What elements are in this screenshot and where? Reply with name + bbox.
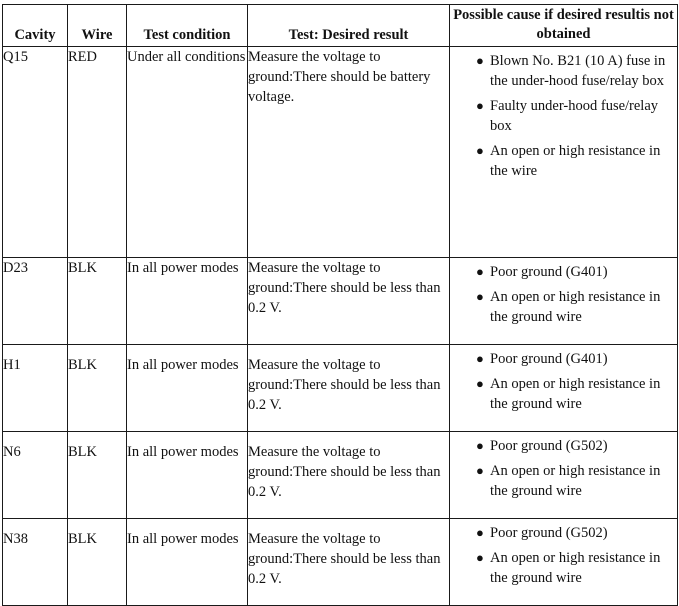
cell-result: Measure the voltage to ground:There should be less than 0.2 V. <box>248 345 450 432</box>
cell-causes <box>450 258 678 345</box>
cause-list <box>450 436 677 501</box>
bullet-icon: ● <box>476 143 484 158</box>
cell-cavity: D23 <box>3 258 68 345</box>
list-item: ● Poor ground (G401) <box>476 264 608 280</box>
cell-condition: In all power modes <box>127 258 248 345</box>
header-row <box>3 5 678 47</box>
list-item: ● An open or high resistance in the ground wire <box>476 289 661 325</box>
header-cavity: Cavity <box>3 5 68 47</box>
header-wire: Wire <box>68 5 127 47</box>
bullet-icon: ● <box>476 98 484 113</box>
list-item: ● Blown No. B21 (10 A) fuse in the under-hood fuse/relay box <box>476 53 666 89</box>
header-desired-result: Test: Desired result <box>248 5 450 47</box>
bullet-icon: ● <box>476 438 484 453</box>
cause-list <box>450 349 677 414</box>
list-item: ● An open or high resistance in the ground wire <box>476 463 661 499</box>
list-item: ● Poor ground (G502) <box>476 525 608 541</box>
diagnostic-test-table <box>2 4 678 606</box>
table-row <box>3 47 678 258</box>
list-item: ● An open or high resistance in the ground wire <box>476 550 661 586</box>
cell-causes <box>450 47 678 258</box>
list-item: ● Poor ground (G502) <box>476 438 608 454</box>
cell-result: Measure the voltage to ground:There should be battery voltage. <box>248 47 450 258</box>
cell-wire: BLK <box>68 258 127 345</box>
cell-condition: Under all conditions <box>127 47 248 258</box>
table-row <box>3 258 678 345</box>
cell-wire: BLK <box>68 519 127 606</box>
cell-condition: In all power modes <box>127 432 248 519</box>
cell-result: Measure the voltage to ground:There should be less than 0.2 V. <box>248 258 450 345</box>
cell-cavity: H1 <box>3 345 68 432</box>
bullet-icon: ● <box>476 53 484 68</box>
bullet-icon: ● <box>476 376 484 391</box>
table-row <box>3 345 678 432</box>
cell-cavity: N38 <box>3 519 68 606</box>
cell-causes <box>450 432 678 519</box>
cell-cavity: N6 <box>3 432 68 519</box>
header-test-condition: Test condition <box>127 5 248 47</box>
list-item: ● Faulty under-hood fuse/relay box <box>476 98 659 134</box>
bullet-icon: ● <box>476 525 484 540</box>
cell-causes <box>450 519 678 606</box>
list-item: ● Poor ground (G401) <box>476 351 608 367</box>
bullet-icon: ● <box>476 351 484 366</box>
cause-list <box>450 51 677 181</box>
cell-wire: BLK <box>68 345 127 432</box>
bullet-icon: ● <box>476 264 484 279</box>
cell-result: Measure the voltage to ground:There should be less than 0.2 V. <box>248 519 450 606</box>
cell-wire: BLK <box>68 432 127 519</box>
cause-list <box>450 262 677 327</box>
cell-condition: In all power modes <box>127 345 248 432</box>
list-item: ● An open or high resistance in the wire <box>476 143 661 179</box>
cell-wire: RED <box>68 47 127 258</box>
cell-causes <box>450 345 678 432</box>
cause-list <box>450 523 677 588</box>
table-row <box>3 432 678 519</box>
bullet-icon: ● <box>476 289 484 304</box>
list-item: ● An open or high resistance in the ground wire <box>476 376 661 412</box>
cell-result: Measure the voltage to ground:There should be less than 0.2 V. <box>248 432 450 519</box>
cell-condition: In all power modes <box>127 519 248 606</box>
bullet-icon: ● <box>476 550 484 565</box>
cell-cavity: Q15 <box>3 47 68 258</box>
table-row <box>3 519 678 606</box>
header-possible-cause: Possible cause if desired resultis not obtained <box>450 5 678 47</box>
bullet-icon: ● <box>476 463 484 478</box>
